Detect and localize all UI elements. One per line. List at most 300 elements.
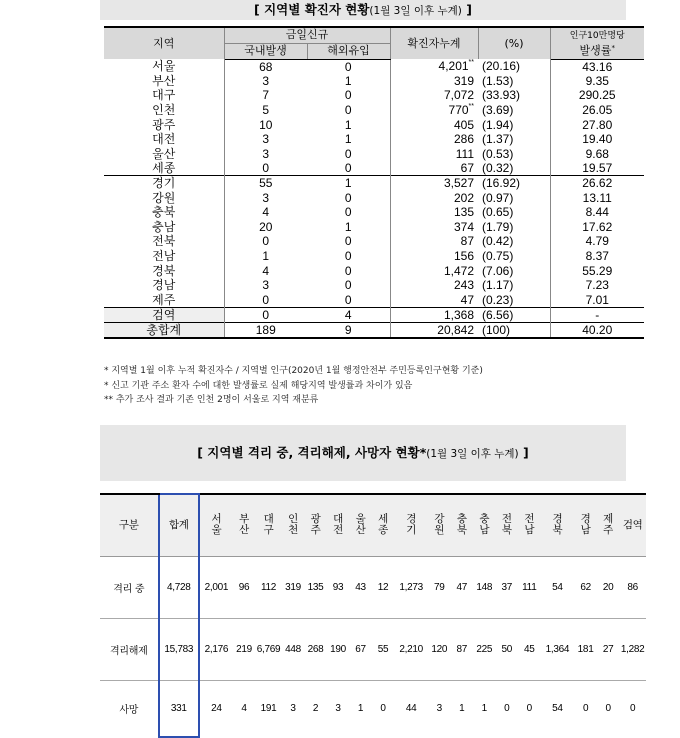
cell-percent: [478, 59, 550, 74]
cell-cumulative-value: 202: [453, 190, 474, 205]
cell-overseas-value: 1: [344, 132, 352, 147]
header-region: [428, 494, 451, 556]
cell-domestic-value: 7: [262, 88, 270, 103]
cell-domestic: [224, 205, 307, 220]
header-region: [619, 494, 646, 556]
cell-rate-value: 4.79: [585, 234, 609, 249]
cell-overseas-value: 0: [344, 249, 352, 264]
cell-region-value: 광주: [152, 117, 176, 132]
cell-rate: [550, 220, 644, 235]
header-percent: (%): [478, 27, 550, 59]
cell-value: 1,273: [399, 581, 423, 593]
cell-rate-value: 7.23: [585, 278, 609, 293]
header-region-label: 부산: [239, 513, 249, 537]
cell-value: 96: [238, 581, 250, 593]
table2-title-mark: *: [419, 445, 427, 460]
cell-domestic: [224, 103, 307, 118]
header-rate-top: 인구10만명당: [550, 27, 644, 43]
cell-cumulative-value: 374: [453, 219, 474, 234]
cell-rate: [550, 249, 644, 264]
cell-cumulative-value: 286: [453, 132, 474, 147]
cell-overseas-value: 0: [344, 88, 352, 103]
cell-overseas-value: 1: [344, 219, 352, 234]
cell-cumulative: [390, 205, 478, 220]
cell-value: 55: [372, 618, 395, 680]
cell-region: [104, 307, 224, 322]
header-region: [451, 494, 474, 556]
cell-cumulative-value: 3,527: [443, 176, 474, 191]
cell-domestic: [224, 263, 307, 278]
cell-rate: [550, 205, 644, 220]
header-rate-mark: *: [611, 43, 615, 52]
cell-value: 54: [552, 581, 563, 593]
header-region-label: 전남: [524, 513, 535, 537]
table1-title: [100, 0, 626, 20]
cell-region-value: 검역: [152, 307, 176, 322]
cell-cumulative: [390, 176, 478, 191]
cell-cumulative: [390, 74, 478, 89]
cell-cumulative-value: 770: [448, 103, 469, 118]
cell-region-value: 세종: [152, 161, 176, 176]
table-row: [104, 234, 644, 249]
cell-cumulative: [390, 132, 478, 147]
header-region-label: 검역: [622, 519, 643, 532]
cell-rate-value: 19.40: [582, 132, 613, 147]
cell-cumulative: [390, 59, 478, 74]
cell-region-value: 경북: [152, 263, 176, 278]
table-row: [104, 59, 644, 74]
cell-value: 2,001: [204, 581, 229, 593]
cell-overseas: [307, 234, 390, 249]
cell-overseas: [307, 278, 390, 293]
cell-region-value: 전남: [152, 249, 176, 264]
header-region: [304, 494, 327, 556]
header-region-label: 경기: [406, 513, 417, 537]
cell-percent: [478, 117, 550, 132]
cell-domestic-value: 55: [259, 176, 273, 191]
header-new-today: 금일신규: [224, 27, 390, 43]
cell-overseas: [307, 205, 390, 220]
cell-percent: [478, 234, 550, 249]
cell-overseas-value: 9: [344, 322, 352, 337]
table-row: [104, 249, 644, 264]
cell-cumulative: [390, 161, 478, 176]
cell-value: 1,282: [619, 618, 646, 680]
cell-cumulative: [390, 307, 478, 322]
cell-domestic-value: 10: [259, 117, 273, 132]
cell-rate-value: 27.80: [582, 117, 613, 132]
cell-domestic: [224, 249, 307, 264]
cell-percent: [478, 322, 550, 338]
cell-value: 47: [456, 581, 468, 593]
cell-domestic-value: 20: [259, 219, 273, 234]
cell-domestic-value: 3: [262, 73, 270, 88]
cell-overseas-value: 0: [344, 263, 352, 278]
cell-domestic-value: 3: [262, 278, 270, 293]
cell-region-value: 강원: [152, 190, 176, 205]
cell-region: [104, 176, 224, 191]
cell-value: 0: [574, 680, 597, 737]
cell-cumulative-value: 156: [453, 249, 474, 264]
cell-rate-value: 19.57: [582, 161, 613, 176]
header-rate: [550, 43, 644, 59]
cell-overseas: [307, 322, 390, 338]
header-region: [496, 494, 519, 556]
cell-overseas: [307, 59, 390, 74]
cell-percent: [478, 249, 550, 264]
header-region-label: 강원: [434, 513, 445, 537]
cell-region: [104, 293, 224, 308]
cell-rate: [550, 147, 644, 162]
table-row: [104, 190, 644, 205]
cell-rate: [550, 161, 644, 176]
cell-value: 0: [372, 680, 395, 737]
cell-overseas-value: 1: [344, 73, 352, 88]
row-label: 격리해제: [100, 618, 159, 680]
header-region-label: 경북: [552, 513, 563, 537]
cell-rate-value: 40.20: [582, 322, 613, 337]
cell-cumulative: [390, 263, 478, 278]
cell-cumulative: [390, 234, 478, 249]
cell-percent: [478, 176, 550, 191]
header-region-label: 제주: [603, 513, 613, 537]
cell-overseas-value: 0: [344, 161, 352, 176]
cell-percent-value: (100): [482, 322, 511, 337]
cell-region-value: 울산: [152, 146, 176, 161]
cell-region: [104, 205, 224, 220]
cell-rate: [550, 176, 644, 191]
cell-value: 86: [627, 581, 638, 593]
cell-overseas: [307, 88, 390, 103]
cell-value: 190: [327, 618, 350, 680]
cell-domestic: [224, 176, 307, 191]
cell-value: 79: [434, 581, 445, 593]
header-region-label: 울산: [355, 513, 366, 537]
table-row: [104, 322, 644, 338]
cell-value: 181: [574, 618, 597, 680]
header-domestic: 국내발생: [224, 43, 307, 59]
header-region: [518, 494, 541, 556]
table-row: [104, 132, 644, 147]
cell-total: 331: [159, 680, 200, 737]
table-row: [100, 618, 646, 680]
header-region: [282, 494, 305, 556]
cell-cumulative-mark: **: [468, 103, 474, 111]
cell-value: 24: [199, 680, 233, 737]
cell-overseas-value: 1: [344, 117, 352, 132]
cell-overseas-value: 0: [344, 59, 352, 74]
header-region: [597, 494, 620, 556]
table-row: [104, 205, 644, 220]
table-row: [104, 74, 644, 89]
cell-region: [104, 322, 224, 338]
cell-overseas: [307, 307, 390, 322]
cell-value: 1,364: [541, 618, 575, 680]
header-region: [574, 494, 597, 556]
cell-cumulative-mark: **: [468, 59, 474, 67]
cell-rate: [550, 190, 644, 205]
cell-total: 4,728: [159, 556, 200, 618]
cell-value: 3: [428, 680, 451, 737]
cell-value: 3: [282, 680, 305, 737]
table-row: [100, 556, 646, 618]
cell-region: [104, 147, 224, 162]
cell-domestic-value: 3: [262, 146, 270, 161]
cell-percent-value: (0.97): [482, 190, 514, 205]
cell-value: 2,176: [199, 618, 233, 680]
cell-domestic-value: 4: [262, 205, 270, 220]
table-row: [104, 103, 644, 118]
cell-region: [104, 220, 224, 235]
cell-overseas-value: 0: [344, 205, 352, 220]
cell-percent: [478, 147, 550, 162]
row-label: 격리 중: [100, 556, 159, 618]
cell-cumulative: [390, 190, 478, 205]
cell-domestic: [224, 190, 307, 205]
table1-title-close: ]: [461, 2, 472, 17]
cell-overseas: [307, 249, 390, 264]
header-region: [372, 494, 395, 556]
cell-value: 112: [261, 581, 277, 593]
cell-region: [104, 59, 224, 74]
cell-value: 87: [451, 618, 474, 680]
cell-value: 54: [541, 680, 575, 737]
cell-value: 93: [332, 581, 344, 593]
cell-cumulative: [390, 117, 478, 132]
table-row: [104, 117, 644, 132]
cell-percent: [478, 205, 550, 220]
cell-domestic: [224, 322, 307, 338]
cell-domestic: [224, 161, 307, 176]
cell-domestic: [224, 234, 307, 249]
cell-domestic: [224, 293, 307, 308]
cell-value: 111: [522, 581, 537, 593]
header-region: [349, 494, 372, 556]
cell-cumulative-value: 87: [460, 234, 474, 249]
cell-percent: [478, 161, 550, 176]
cell-rate: [550, 74, 644, 89]
cell-value: 135: [307, 581, 324, 593]
cell-percent-value: (6.56): [482, 307, 514, 322]
header-region-label: 충북: [456, 513, 467, 537]
cell-cumulative-value: 20,842: [437, 322, 474, 337]
cell-value: 44: [394, 680, 428, 737]
header-region: [199, 494, 233, 556]
cell-percent: [478, 307, 550, 322]
cell-region: [104, 103, 224, 118]
cell-overseas: [307, 220, 390, 235]
cell-domestic-value: 0: [262, 161, 270, 176]
table2-title: [100, 425, 626, 481]
cell-cumulative-value: 47: [460, 292, 474, 307]
cell-rate-value: 17.62: [582, 219, 613, 234]
header-region-label: 서울: [211, 513, 222, 537]
cell-overseas: [307, 176, 390, 191]
cell-cumulative: [390, 322, 478, 338]
cell-cumulative-value: 243: [453, 278, 474, 293]
cell-region-value: 전북: [152, 234, 176, 249]
cell-percent-value: (0.32): [482, 161, 514, 176]
cell-cumulative-value: 319: [453, 73, 474, 88]
cell-overseas-value: 0: [344, 278, 352, 293]
cell-rate: [550, 293, 644, 308]
table-row: [104, 263, 644, 278]
header-region-label: 경남: [580, 513, 591, 537]
cell-value: 1: [349, 680, 372, 737]
cell-percent-value: (1.79): [482, 219, 514, 234]
cell-cumulative-value: 67: [460, 161, 474, 176]
cell-cumulative-value: 1,368: [443, 307, 474, 322]
cell-rate-value: 8.37: [585, 249, 609, 264]
table-row: [104, 176, 644, 191]
cell-rate-value: 290.25: [578, 88, 616, 103]
cell-overseas-value: 0: [344, 190, 352, 205]
cell-region: [104, 117, 224, 132]
cell-domestic-value: 189: [255, 322, 276, 337]
cell-percent-value: (0.75): [482, 249, 514, 264]
header-region-label: 세종: [378, 513, 388, 537]
cell-value: 0: [496, 680, 519, 737]
cell-value: 0: [518, 680, 541, 737]
cell-rate: [550, 307, 644, 322]
cell-percent-value: (1.94): [482, 117, 514, 132]
header-region-label: 충남: [479, 513, 490, 537]
cell-value: 448: [282, 618, 305, 680]
cell-total: 15,783: [159, 618, 200, 680]
cell-value: 191: [255, 680, 281, 737]
cell-value: 0: [597, 680, 620, 737]
header-region-label: 대전: [333, 513, 343, 537]
cell-rate-value: -: [595, 307, 600, 322]
cell-domestic-value: 1: [262, 249, 270, 264]
cell-region-value: 인천: [152, 103, 176, 118]
cell-rate: [550, 278, 644, 293]
cell-region-value: 부산: [152, 73, 176, 88]
cell-region: [104, 190, 224, 205]
cell-region: [104, 161, 224, 176]
cell-value: 2,210: [394, 618, 428, 680]
cell-value: 67: [349, 618, 372, 680]
cell-value: 2: [304, 680, 327, 737]
table-row: [104, 161, 644, 176]
cell-domestic-value: 0: [262, 234, 270, 249]
cell-region-value: 충북: [152, 205, 176, 220]
cell-rate-value: 13.11: [582, 190, 612, 205]
table-row: [104, 293, 644, 308]
cell-percent-value: (0.42): [482, 234, 514, 249]
cell-overseas-value: 1: [344, 176, 352, 191]
header-region-label: 광주: [310, 513, 321, 537]
header-overseas: 해외유입: [307, 43, 390, 59]
cell-rate: [550, 132, 644, 147]
table-row: [104, 220, 644, 235]
cell-overseas: [307, 293, 390, 308]
regional-isolation-table: [100, 493, 646, 738]
cell-rate: [550, 103, 644, 118]
cell-percent: [478, 190, 550, 205]
cell-cumulative-value: 1,472: [443, 263, 474, 278]
cell-overseas: [307, 103, 390, 118]
cell-rate-value: 26.62: [582, 176, 613, 191]
header-category: 구분: [100, 494, 159, 556]
cell-region-value: 경기: [152, 176, 176, 191]
cell-percent-value: (7.06): [482, 263, 514, 278]
cell-cumulative-value: 135: [453, 205, 474, 220]
cell-overseas-value: 0: [344, 234, 352, 249]
cell-domestic-value: 68: [259, 59, 273, 74]
cell-domestic: [224, 278, 307, 293]
table-row: [100, 680, 646, 737]
cell-percent: [478, 103, 550, 118]
cell-percent-value: (0.65): [482, 205, 514, 220]
cell-value: 148: [476, 581, 493, 593]
cell-overseas: [307, 117, 390, 132]
cell-domestic: [224, 220, 307, 235]
header-region: [233, 494, 256, 556]
cell-overseas: [307, 161, 390, 176]
cell-value: 120: [428, 618, 451, 680]
cell-domestic-value: 5: [262, 103, 270, 118]
cell-percent-value: (0.53): [482, 146, 514, 161]
header-region: [541, 494, 575, 556]
cell-cumulative: [390, 249, 478, 264]
cell-domestic: [224, 74, 307, 89]
cell-percent-value: (0.23): [482, 292, 514, 307]
cell-overseas-value: 0: [344, 146, 352, 161]
cell-domestic-value: 3: [262, 190, 270, 205]
cell-domestic: [224, 132, 307, 147]
cell-overseas-value: 4: [344, 307, 352, 322]
cell-value: 50: [496, 618, 519, 680]
table-row: [104, 278, 644, 293]
cell-overseas: [307, 132, 390, 147]
header-region: [255, 494, 281, 556]
cell-region-value: 제주: [152, 292, 176, 307]
header-region: [327, 494, 350, 556]
cell-percent: [478, 220, 550, 235]
table2-title-close: ]: [518, 445, 529, 460]
table-row: [104, 147, 644, 162]
cell-percent-value: (1.37): [482, 132, 514, 147]
cell-domestic: [224, 307, 307, 322]
cell-cumulative-value: 111: [455, 146, 474, 161]
cell-percent-value: (3.69): [482, 103, 514, 118]
cell-value: 6,769: [255, 618, 281, 680]
cell-rate: [550, 117, 644, 132]
cell-domestic-value: 4: [262, 263, 270, 278]
cell-domestic: [224, 117, 307, 132]
table1-title-main: [ 지역별 확진자 현황: [254, 2, 370, 17]
cell-overseas-value: 0: [344, 103, 352, 118]
cell-percent: [478, 293, 550, 308]
header-region-label: 전북: [501, 513, 512, 537]
cell-value: 45: [518, 618, 541, 680]
cell-percent: [478, 263, 550, 278]
cell-region-value: 충남: [152, 219, 176, 234]
cell-value: 319: [285, 581, 301, 593]
cell-value: 225: [473, 618, 496, 680]
cell-percent-value: (20.16): [482, 59, 521, 74]
footnote-3: ** 추가 조사 결과 기존 인천 2명이 서울로 지역 재분류: [104, 395, 319, 405]
cell-rate: [550, 234, 644, 249]
cell-value: 219: [233, 618, 256, 680]
cell-region-value: 경남: [152, 278, 176, 293]
cell-cumulative: [390, 278, 478, 293]
cell-cumulative: [390, 103, 478, 118]
cell-cumulative-value: 7,072: [443, 88, 474, 103]
cell-percent-value: (1.53): [482, 73, 514, 88]
cell-value: 37: [501, 581, 513, 593]
